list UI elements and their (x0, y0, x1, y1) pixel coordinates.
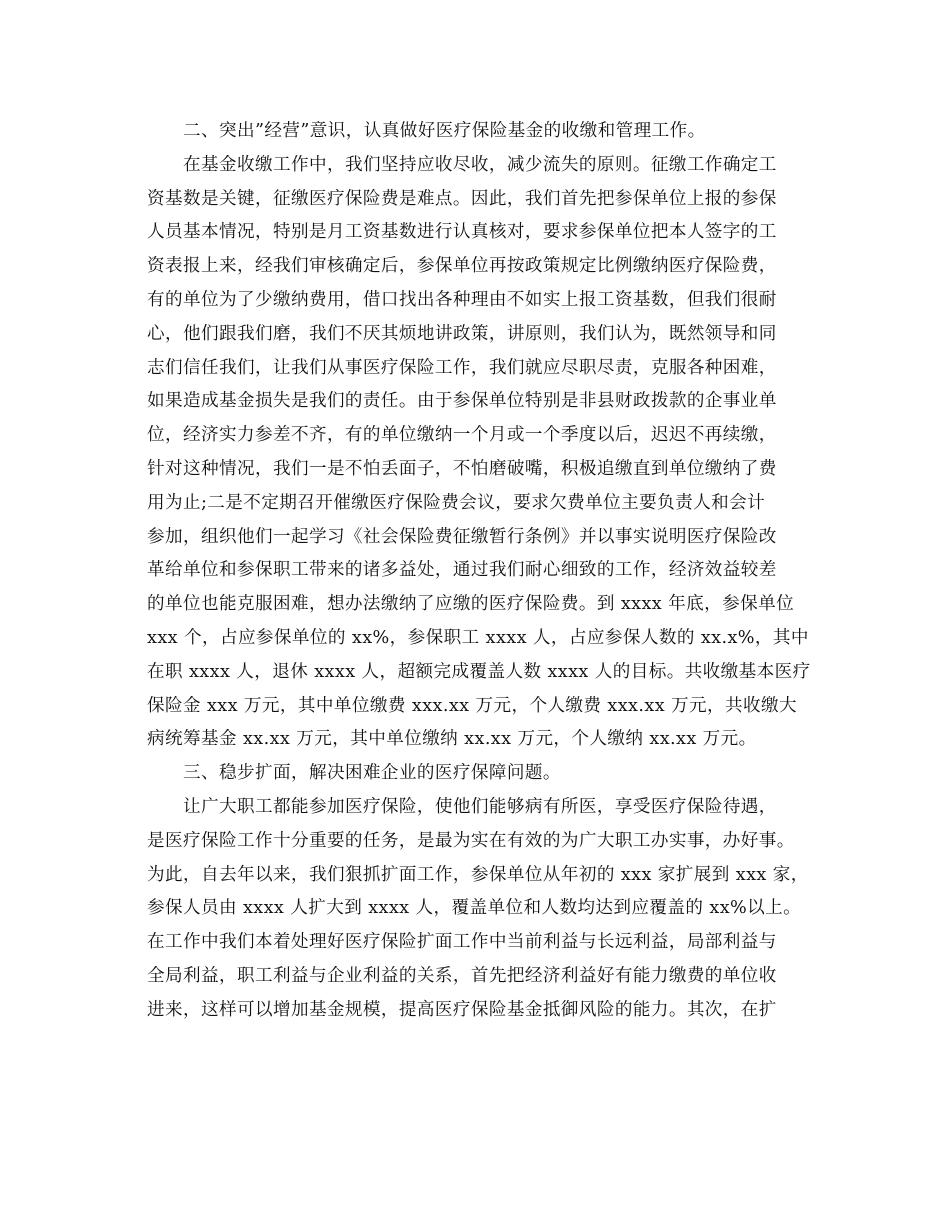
paragraph-line: 志们信任我们，让我们从事医疗保险工作，我们就应尽职尽责，克服各种困难， (147, 357, 777, 378)
paragraph-line: 进来，这样可以增加基金规模，提高医疗保险基金抵御风险的能力。其次，在扩 (147, 999, 777, 1020)
paragraph-line: 在职 xxxx 人，退休 xxxx 人，超额完成覆盖人数 xxxx 人的目标。共收缴基本医疗 (147, 661, 811, 682)
paragraph-line: 病统筹基金 xx.xx 万元，其中单位缴纳 xx.xx 万元，个人缴纳 xx.xx 万元。 (147, 729, 757, 750)
paragraph-line: 的单位也能克服困难，想办法缴纳了应缴的医疗保险费。到 xxxx 年底，参保单位 (147, 594, 795, 615)
paragraph-line: 人员基本情况，特别是月工资基数进行认真核对，要求参保单位把本人签字的工 (147, 222, 777, 243)
section-heading-3: 三、稳步扩面，解决困难企业的医疗保障问题。 (183, 763, 561, 784)
paragraph-line: 参保人员由 xxxx 人扩大到 xxxx 人，覆盖单位和人数均达到应覆盖的 xx%以上。 (147, 898, 802, 919)
paragraph-line: 针对这种情况，我们一是不怕丢面子，不怕磨破嘴，积极追缴直到单位缴纳了费 (147, 458, 777, 479)
paragraph-line: 让广大职工都能参加医疗保险，使他们能够病有所医，享受医疗保险待遇， (183, 796, 777, 817)
paragraph-line: 保险金 xxx 万元，其中单位缴费 xxx.xx 万元，个人缴费 xxx.xx 万元，共收缴大 (147, 695, 797, 716)
paragraph-line: 资表报上来，经我们审核确定后，参保单位再按政策规定比例缴纳医疗保险费， (147, 256, 777, 277)
paragraph-line: 有的单位为了少缴纳费用，借口找出各种理由不如实上报工资基数，但我们很耐 (147, 289, 777, 310)
paragraph-line: xxx 个，占应参保单位的 xx%，参保职工 xxxx 人，占应参保人数的 xx.x%，其中 (147, 627, 809, 648)
paragraph-line: 全局利益，职工利益与企业利益的关系，首先把经济利益好有能力缴费的单位收 (147, 965, 777, 986)
paragraph-line: 是医疗保险工作十分重要的任务，是最为实在有效的为广大职工办实事，办好事。 (147, 830, 795, 851)
section-heading-2: 二、突出”经营”意识，认真做好医疗保险基金的收缴和管理工作。 (183, 121, 706, 141)
paragraph-line: 如果造成基金损失是我们的责任。由于参保单位特别是非县财政拨款的企事业单 (147, 391, 777, 412)
paragraph-line: 位，经济实力参差不齐，有的单位缴纳一个月或一个季度以后，迟迟不再续缴， (147, 425, 777, 446)
document-body (147, 115, 811, 1028)
paragraph-line: 心，他们跟我们磨，我们不厌其烦地讲政策，讲原则，我们认为，既然领导和同 (147, 323, 777, 344)
paragraph-line: 在基金收缴工作中，我们坚持应收尽收，减少流失的原则。征缴工作确定工 (183, 154, 777, 175)
paragraph-line: 革给单位和参保职工带来的诸多益处，通过我们耐心细致的工作，经济效益较差 (147, 560, 777, 581)
paragraph-line: 资基数是关键，征缴医疗保险费是难点。因此，我们首先把参保单位上报的参保 (147, 188, 777, 209)
paragraph-line: 为此，自去年以来，我们狠抓扩面工作，参保单位从年初的 xxx 家扩展到 xxx 家， (147, 864, 809, 885)
paragraph-line: 在工作中我们本着处理好医疗保险扩面工作中当前利益与长远利益，局部利益与 (147, 932, 777, 953)
paragraph-line: 用为止;二是不定期召开催缴医疗保险费会议，要求欠费单位主要负责人和会计 (147, 492, 766, 513)
paragraph-line: 参加，组织他们一起学习《社会保险费征缴暂行条例》并以事实说明医疗保险改 (147, 526, 777, 547)
